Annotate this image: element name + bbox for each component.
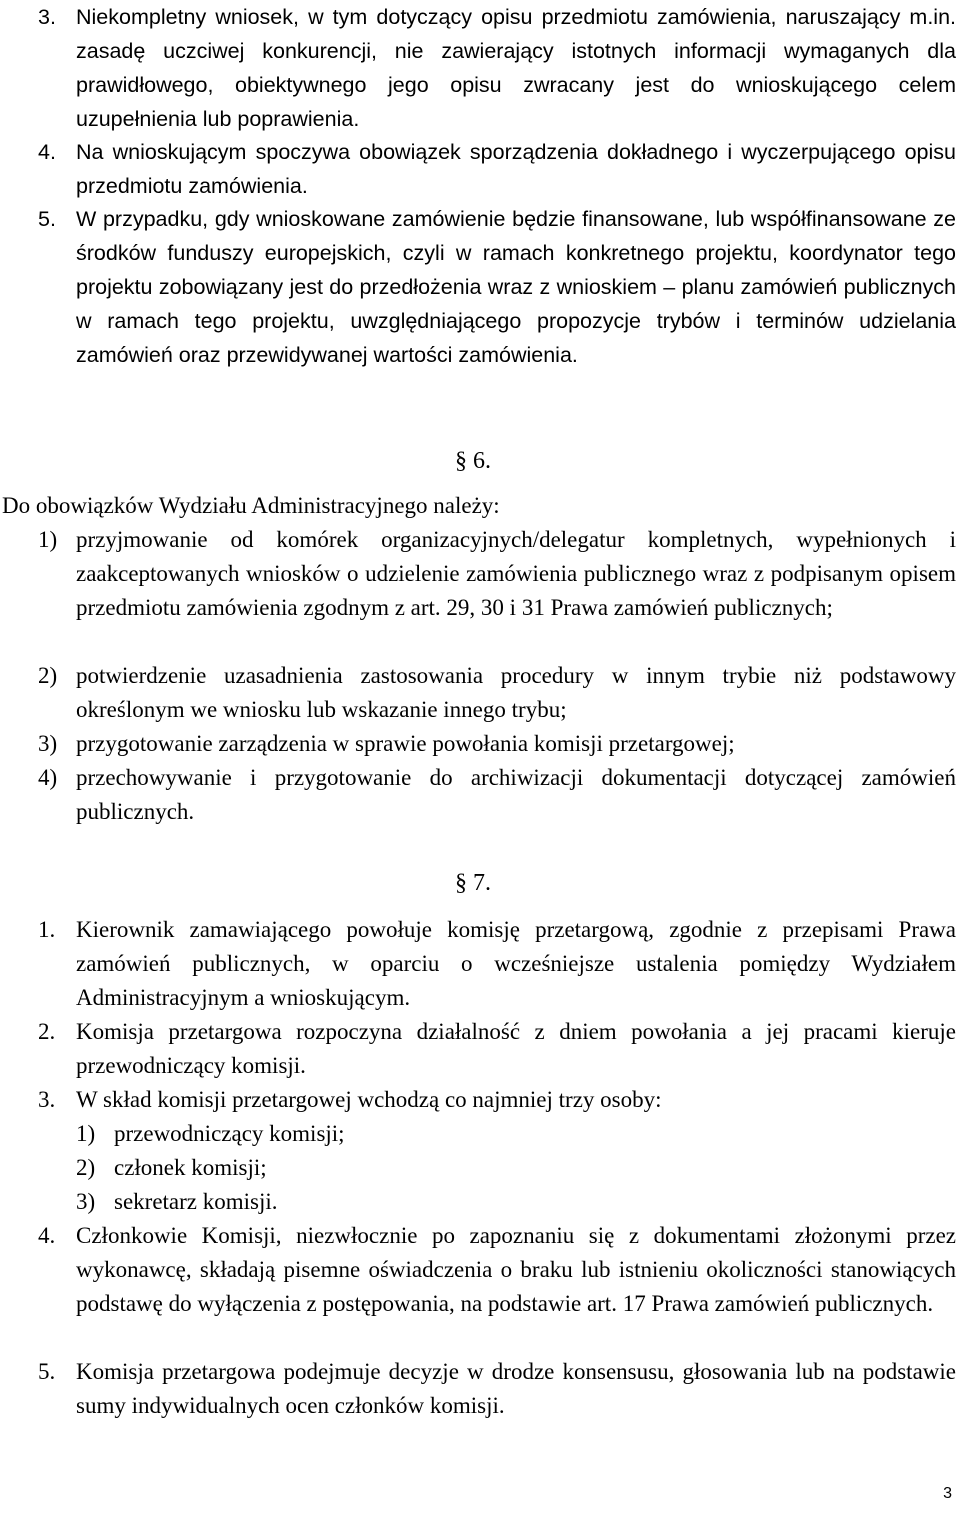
item-text: W przypadku, gdy wnioskowane zamówienie będzie finansowane, lub współfinansowane ze środków funduszy europejskich, czyli w ramach konkretnego projektu, koordynator tego projektu zobowiązany jest do przedłożenia wraz z wnioskiem – planu zamówień publicznych w ramach tego projektu, uwzględniającego propozycje trybów i terminów udzielania zamówień oraz przewidywanej wartości zamówienia. [76,207,956,367]
item-number: 1. [38,917,56,942]
item-text: potwierdzenie uzasadnienia zastosowania procedury w innym trybie niż podstawowy określonym we wniosku lub wskazanie innego trybu; [76,663,956,722]
item-number: 2. [38,1019,56,1044]
item-text: Komisja przetargowa rozpoczyna działalność z dniem powołania a jej pracami kieruje przewodniczący komisji. [76,1019,956,1078]
duty-item-3 [38,727,956,761]
item-text: W skład komisji przetargowej wchodzą co najmniej trzy osoby: [76,1087,662,1112]
item-number: 1) [38,527,58,552]
item-number: 3) [38,731,58,756]
item-text: przewodniczący komisji; [114,1121,345,1146]
item-text: Członkowie Komisji, niezwłocznie po zapoznaniu się z dokumentami złożonymi przez wykonawcę, składają pisemne oświadczenia o braku lub istnieniu okoliczności stanowiących podstawę do wyłączenia z postępowania, na podstawie art. 17 Prawa zamówień publicznych. [76,1223,956,1316]
commission-item-1 [38,913,956,1015]
commission-item-2 [38,1015,956,1083]
page-number: 3 [943,1485,952,1502]
item-text: przyjmowanie od komórek organizacyjnych/delegatur kompletnych, wypełnionych i zaakceptowanych wniosków o udzielenie zamówienia publicznego wraz z podpisanym opisem przedmiotu zamówienia zgodnym z art. 29, 30 i 31 Prawa zamówień publicznych; [76,527,956,620]
section-6-heading: § 6. [455,448,491,474]
item-text: Komisja przetargowa podejmuje decyzje w drodze konsensusu, głosowania lub na podstawie sumy indywidualnych ocen członków komisji. [76,1359,956,1418]
member-item-1 [76,1117,956,1151]
item-number: 4) [38,765,58,790]
list-item-4 [38,135,956,203]
section-7-heading: § 7. [455,870,491,896]
duty-item-2 [38,659,956,727]
duty-item-1 [38,523,956,625]
member-item-3 [76,1185,956,1219]
commission-item-5 [38,1355,956,1423]
item-number: 2) [76,1155,96,1180]
item-number: 5. [38,1359,56,1384]
item-text: członek komisji; [114,1155,267,1180]
item-number: 5. [38,207,56,231]
item-text: Na wnioskującym spoczywa obowiązek sporządzenia dokładnego i wyczerpującego opisu przedmiotu zamówienia. [76,140,956,198]
item-number: 2) [38,663,58,688]
member-item-2 [76,1151,956,1185]
commission-item-4 [38,1219,956,1321]
item-text: Niekompletny wniosek, w tym dotyczący opisu przedmiotu zamówienia, naruszający m.in. zasadę uczciwej konkurencji, nie zawierający istotnych informacji wymaganych dla prawidłowego, obiektywnego jego opisu zwracany jest do wnioskującego celem uzupełnienia lub poprawienia. [76,5,956,131]
list-item-5 [38,202,956,372]
item-number: 1) [76,1121,96,1146]
section-6-intro: Do obowiązków Wydziału Administracyjnego należy: [2,493,500,518]
item-text: przechowywanie i przygotowanie do archiwizacji dokumentacji dotyczącej zamówień publicznych. [76,765,956,824]
list-item-3 [38,0,956,136]
item-text: Kierownik zamawiającego powołuje komisję przetargową, zgodnie z przepisami Prawa zamówień publicznych, w oparciu o wcześniejsze ustalenia pomiędzy Wydziałem Administracyjnym a wnioskującym. [76,917,956,1010]
item-number: 3) [76,1189,96,1214]
item-text: sekretarz komisji. [114,1189,278,1214]
item-number: 4. [38,1223,56,1248]
commission-item-3 [38,1083,956,1117]
item-text: przygotowanie zarządzenia w sprawie powołania komisji przetargowej; [76,731,735,756]
item-number: 3. [38,1087,56,1112]
item-number: 3. [38,5,56,29]
duty-item-4 [38,761,956,829]
item-number: 4. [38,140,56,164]
